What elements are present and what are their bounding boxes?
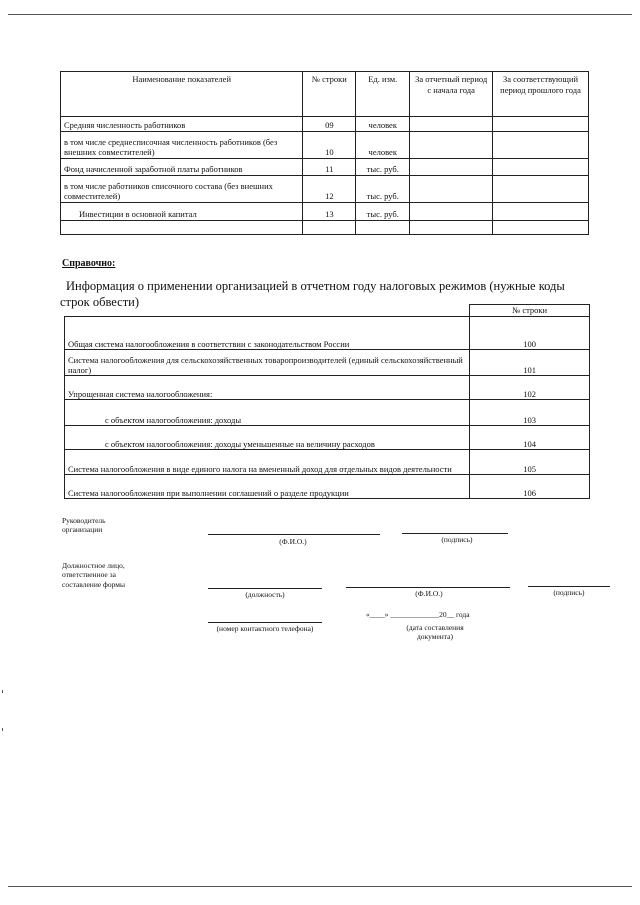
regime-name: с объектом налогообложения: доходы (65, 400, 470, 426)
row-name: Средняя численность работников (61, 117, 303, 132)
table-row (61, 159, 589, 176)
row-name: в том числе среднесписочная численность работников (без внешних совместителей) (61, 132, 303, 159)
value-cell[interactable] (410, 132, 493, 159)
regime-code[interactable]: 101 (470, 350, 590, 376)
regime-name: с объектом налогообложения: доходы уменьшенные на величину расходов (65, 426, 470, 450)
bottom-border-line (8, 886, 632, 887)
table-row (65, 475, 590, 499)
row-unit: тыс. руб. (356, 176, 410, 203)
value-cell[interactable] (410, 203, 493, 221)
regime-code[interactable]: 106 (470, 475, 590, 499)
regime-name: Система налогообложения при выполнении соглашений о разделе продукции (65, 475, 470, 499)
table-row (61, 176, 589, 203)
table-row (65, 317, 590, 350)
regime-code[interactable]: 102 (470, 376, 590, 400)
header-name: Наименование показателей (61, 72, 303, 117)
table-row (61, 203, 589, 221)
regime-code[interactable]: 105 (470, 450, 590, 475)
row-code: 09 (303, 117, 356, 132)
value-cell[interactable] (493, 203, 589, 221)
header-period: За отчетный период с начала года (410, 72, 493, 117)
regime-name: Система налогообложения для сельскохозяйственных товаропроизводителей (единый сельскохозяйственный налог) (65, 350, 470, 376)
row-unit: человек (356, 117, 410, 132)
row-code: 11 (303, 159, 356, 176)
row-unit: тыс. руб. (356, 159, 410, 176)
table-row-empty (61, 221, 589, 235)
margin-mark (2, 690, 3, 693)
official-label: Должностное лицо, ответственное за составление формы (62, 561, 126, 589)
head-signature-caption: (подпись) (441, 535, 473, 544)
reference-title: Информация о применении организацией в отчетном году налоговых режимов (нужные коды строк обвести) (60, 279, 565, 309)
table-row (65, 400, 590, 426)
row-code: 10 (303, 132, 356, 159)
regime-code[interactable]: 104 (470, 426, 590, 450)
table-row (61, 117, 589, 132)
row-name: Фонд начисленной заработной платы работников (61, 159, 303, 176)
reference-label: Справочно: (62, 258, 116, 269)
row-name: в том числе работников списочного состава (без внешних совместителей) (61, 176, 303, 203)
value-cell[interactable] (410, 117, 493, 132)
top-border-line (8, 14, 632, 15)
row-unit: человек (356, 132, 410, 159)
head-fio-line[interactable] (208, 534, 380, 535)
value-cell[interactable] (410, 176, 493, 203)
regime-name: Система налогообложения в виде единого налога на вмененный доход для отдельных видов деятельности (65, 450, 470, 475)
head-signature-line[interactable] (402, 533, 508, 534)
row-code: 12 (303, 176, 356, 203)
value-cell[interactable] (410, 159, 493, 176)
regime-name: Упрощенная система налогообложения: (65, 376, 470, 400)
position-caption: (должность) (245, 590, 285, 599)
official-fio-caption: (Ф.И.О.) (415, 589, 443, 598)
header-line-no: № строки (303, 72, 356, 117)
row-code: 13 (303, 203, 356, 221)
indicators-table (60, 71, 589, 235)
official-fio-line[interactable] (346, 587, 510, 588)
date-caption: (дата составления документа) (406, 623, 464, 641)
row-name: Инвестиции в основной капитал (61, 203, 303, 221)
regime-code[interactable]: 103 (470, 400, 590, 426)
table-row (61, 132, 589, 159)
phone-line[interactable] (208, 622, 322, 623)
date-line[interactable]: «____» _____________20__ года (366, 610, 470, 619)
header-unit: Ед. изм. (356, 72, 410, 117)
table-row (65, 376, 590, 400)
phone-caption: (номер контактного телефона) (216, 624, 314, 633)
header-line-no: № строки (470, 305, 590, 317)
value-cell[interactable] (493, 117, 589, 132)
table-row (65, 426, 590, 450)
head-label: Руководитель организации (62, 516, 106, 535)
tax-regimes-table (64, 304, 590, 499)
value-cell[interactable] (493, 159, 589, 176)
official-signature-caption: (подпись) (553, 588, 585, 597)
regime-code[interactable]: 100 (470, 317, 590, 350)
margin-mark (2, 728, 3, 731)
value-cell[interactable] (493, 132, 589, 159)
header-prev-period: За соответствующий период прошлого года (493, 72, 589, 117)
table-row (65, 350, 590, 376)
position-line[interactable] (208, 588, 322, 589)
regime-name: Общая система налогообложения в соответствии с законодательством России (65, 317, 470, 350)
value-cell[interactable] (493, 176, 589, 203)
official-signature-line[interactable] (528, 586, 610, 587)
row-unit: тыс. руб. (356, 203, 410, 221)
head-fio-caption: (Ф.И.О.) (279, 537, 307, 546)
table-row (65, 450, 590, 475)
